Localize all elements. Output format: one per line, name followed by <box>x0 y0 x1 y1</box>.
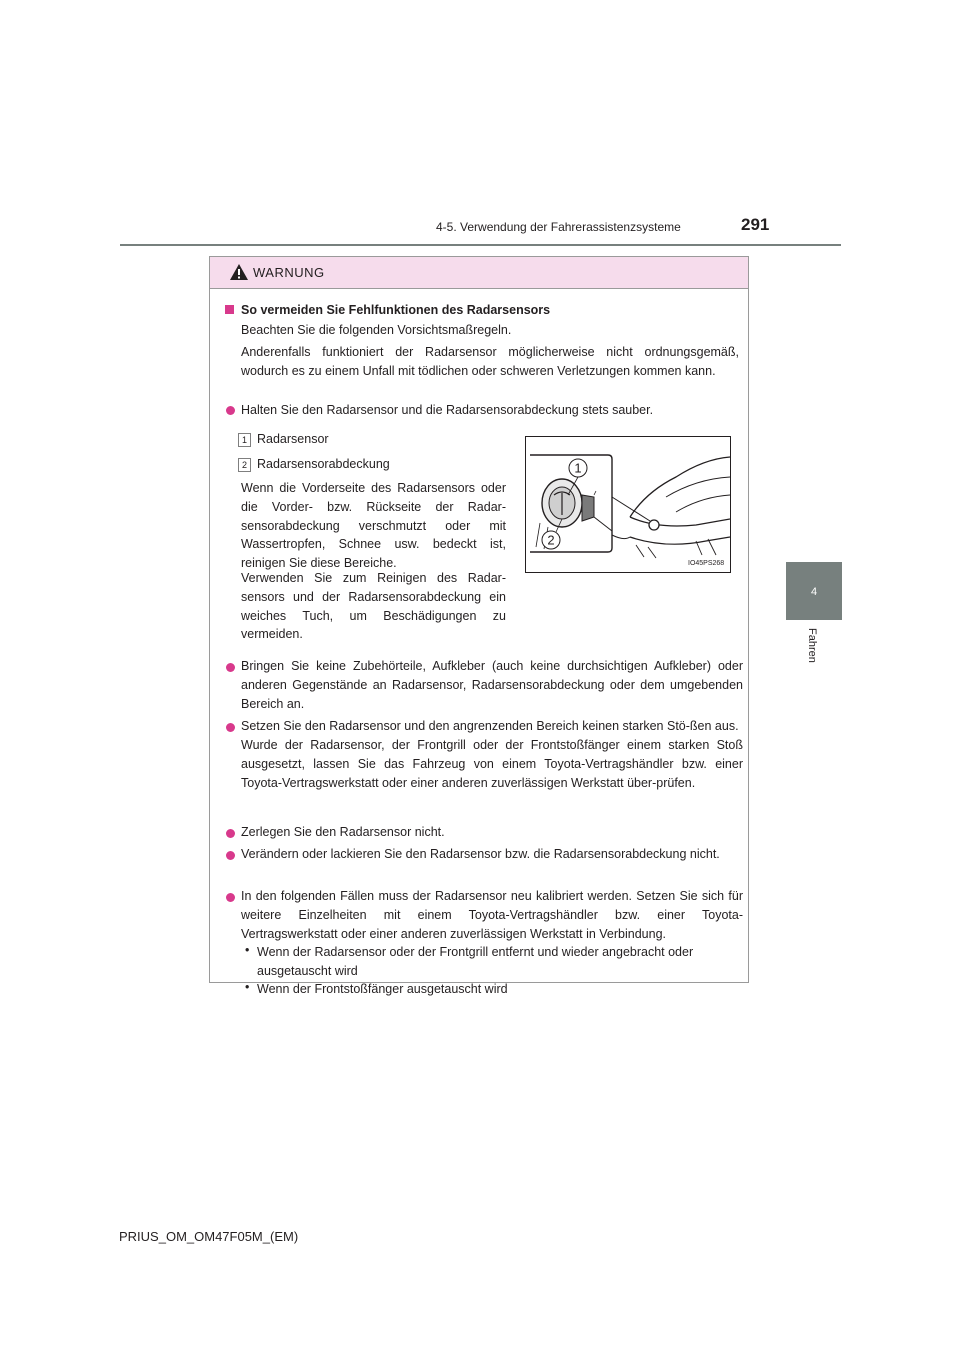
sub-bullet-bumper-replaced: Wenn der Frontstoßfänger ausgetauscht wird <box>257 982 508 996</box>
figure-callout-1: 1 <box>574 460 582 476</box>
warning-header <box>210 257 748 289</box>
intro-paragraph-2: Anderenfalls funktioniert der Radarsensor möglicherweise nicht ordnungsgemäß, wodurch es zu einem Unfall mit tödlichen oder schweren Verletzungen kommen kann. <box>241 345 739 378</box>
page-number: 291 <box>741 215 770 234</box>
warning-box <box>209 256 749 996</box>
legend-radarsensor: Radarsensor <box>257 432 329 446</box>
radar-sensor-figure <box>525 436 731 573</box>
legend-number-2: 2 <box>238 458 251 472</box>
bullet-dot-icon <box>226 723 235 732</box>
clean-instructions-2: Verwenden Sie zum Reinigen des Radar-sensors und der Radarsensorabdeckung ein weiches Tuch, um Beschädigungen zu vermeiden. <box>241 571 506 642</box>
section-title: 4-5. Verwendung der Fahrerassistenzsysteme <box>436 220 681 234</box>
legend-radarsensorabdeckung: Radarsensorabdeckung <box>257 457 390 471</box>
bullet-dot-icon <box>226 829 235 838</box>
bullet-no-accessories: Bringen Sie keine Zubehörteile, Aufkleber (auch keine durchsichtigen Aufkleber) oder anderen Gegenstände an Radarsensor, Radarsensorabdeckung oder dem umgebenden Bereich an. <box>241 659 743 711</box>
figure-code: IO45PS268 <box>688 560 725 567</box>
intro-paragraph-1: Beachten Sie die folgenden Vorsichtsmaßregeln. <box>241 323 512 337</box>
bullet-no-impacts: Setzen Sie den Radarsensor und den angrenzenden Bereich keinen starken Stö-ßen aus. <box>241 719 739 733</box>
bullet-dot-icon <box>226 663 235 672</box>
figure-callout-2: 2 <box>547 532 555 548</box>
car-front-illustration <box>526 437 730 572</box>
bullet-dot-icon <box>226 893 235 902</box>
warning-heading: So vermeiden Sie Fehlfunktionen des Radarsensors <box>241 303 551 317</box>
chapter-tab[interactable] <box>786 562 842 620</box>
bullet-dot-icon <box>226 406 235 415</box>
chapter-name: Fahren <box>806 628 818 663</box>
bullet-clean-sensor: Halten Sie den Radarsensor und die Radarsensorabdeckung stets sauber. <box>241 403 654 417</box>
bullet-do-not-modify: Verändern oder lackieren Sie den Radarsensor bzw. die Radarsensorabdeckung nicht. <box>241 847 720 861</box>
clean-instructions-1: Wenn die Vorderseite des Radarsensors oder die Vorder- bzw. Rückseite der Radar-sensorabdeckung verschmutzt oder mit Wassertropfen, Schnee usw. bedeckt ist, reinigen Sie diese Bereiche. <box>241 481 506 571</box>
bullet-impact-inspection: Wurde der Radarsensor, der Frontgrill oder der Frontstoßfänger einem starken Stoß ausgesetzt, lassen Sie das Fahrzeug von einem Toyota-Vertragshändler bzw. einer Toyota-Vertragswerkstatt oder einer anderen zuverlässigen Werkstatt über-prüfen. <box>241 738 743 790</box>
warning-triangle-icon <box>229 263 249 281</box>
bullet-do-not-disassemble: Zerlegen Sie den Radarsensor nicht. <box>241 825 445 839</box>
bullet-recalibration: In den folgenden Fällen muss der Radarsensor neu kalibriert werden. Setzen Sie sich für weitere Einzelheiten mit einem Toyota-Vertragshändler bzw. einer Toyota-Vertragswerkstatt oder einer anderen zuverlässigen Werkstatt in Verbindung. <box>241 889 743 941</box>
header-divider <box>120 244 841 246</box>
warning-label: WARNUNG <box>253 265 325 280</box>
heading-square-icon <box>225 305 234 314</box>
chapter-number: 4 <box>810 586 818 598</box>
sub-bullet-grill-removed: Wenn der Radarsensor oder der Frontgrill entfernt und wieder angebracht oder ausgetauscht wird <box>257 945 694 978</box>
legend-number-1: 1 <box>238 433 251 447</box>
document-code: PRIUS_OM_OM47F05M_(EM) <box>119 1229 299 1244</box>
bullet-dot-icon <box>226 851 235 860</box>
sub-bullet-dot: • <box>245 943 250 957</box>
sub-bullet-dot: • <box>245 980 250 994</box>
